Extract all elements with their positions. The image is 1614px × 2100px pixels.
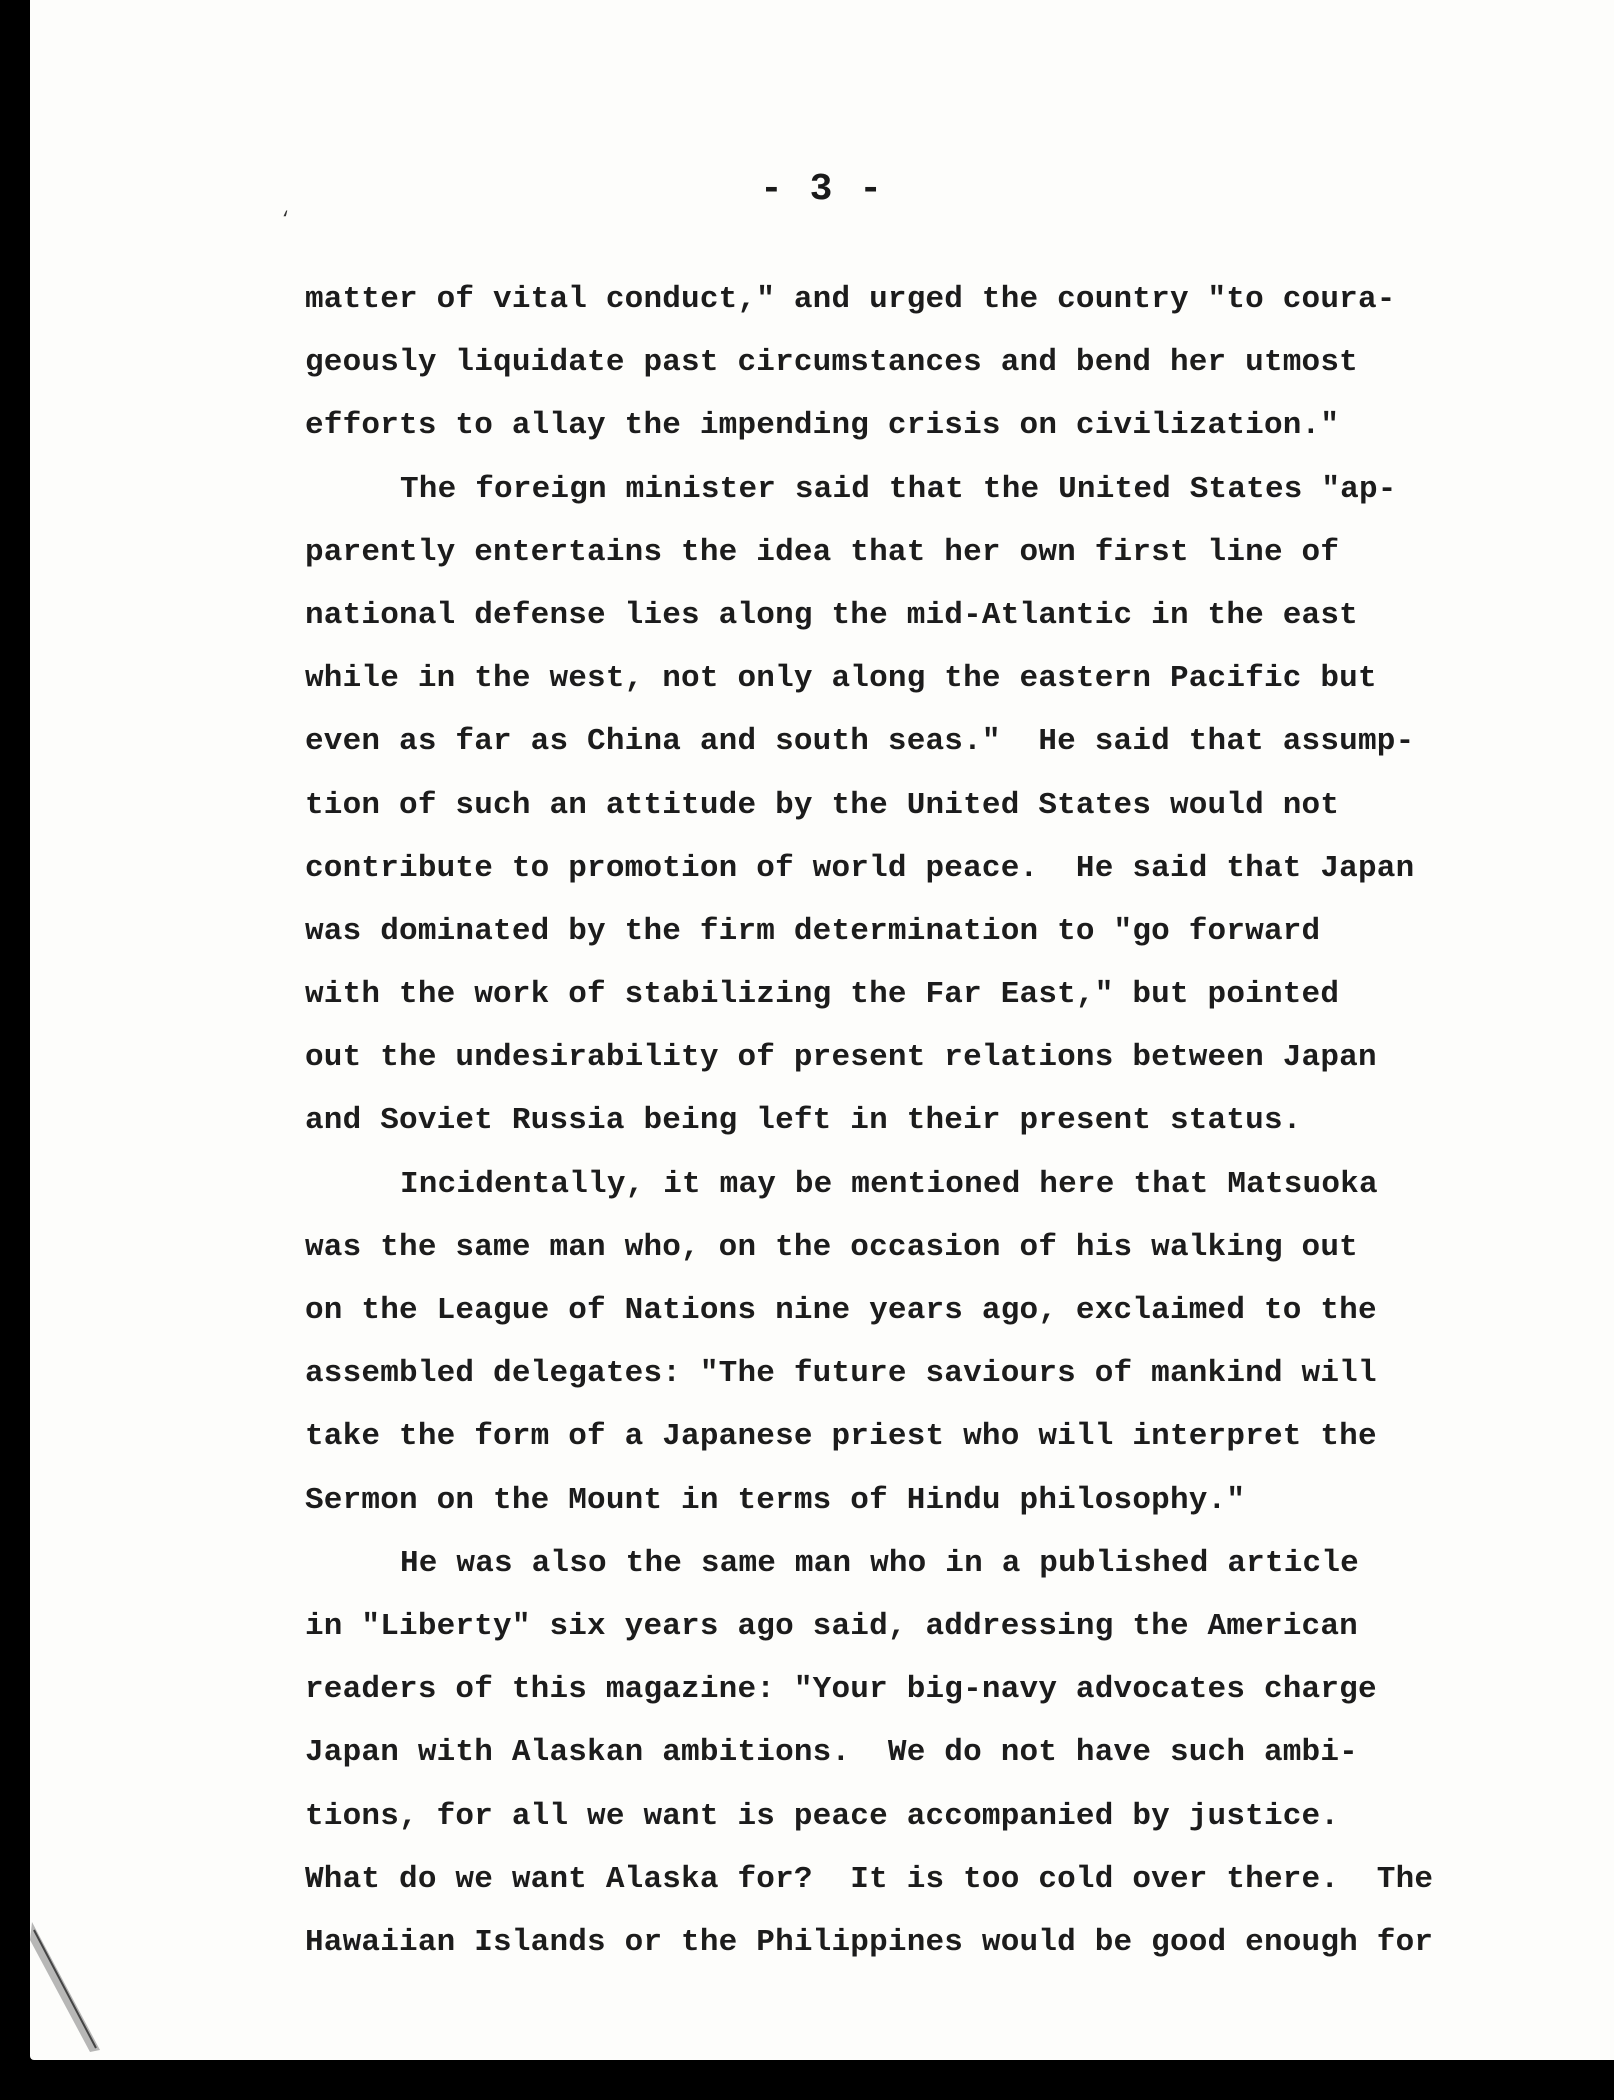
paragraph-start-line: He was also the same man who in a published article xyxy=(400,1545,1359,1581)
document-page xyxy=(30,0,1614,2060)
text-line: readers of this magazine: "Your big-navy advocates charge xyxy=(305,1672,1377,1708)
text-line: assembled delegates: "The future saviours of mankind will xyxy=(305,1356,1377,1392)
text-line: with the work of stabilizing the Far East," but pointed xyxy=(305,977,1340,1013)
page-number: - 3 - xyxy=(759,168,885,211)
text-line: out the undesirability of present relations between Japan xyxy=(305,1040,1377,1076)
text-line: tions, for all we want is peace accompanied by justice. xyxy=(305,1798,1340,1834)
text-line: What do we want Alaska for? It is too cold over there. The xyxy=(305,1861,1434,1897)
scan-edge-artifact xyxy=(30,1920,150,2060)
text-line: parently entertains the idea that her own first line of xyxy=(305,534,1340,570)
text-line: on the League of Nations nine years ago, exclaimed to the xyxy=(305,1293,1377,1328)
stray-ink-mark: ‘ xyxy=(280,210,291,230)
text-line: geously liquidate past circumstances and bend her utmost xyxy=(305,345,1358,381)
text-line: national defense lies along the mid-Atlantic in the east xyxy=(305,597,1358,633)
text-line: Japan with Alaskan ambitions. We do not have such ambi- xyxy=(305,1735,1358,1771)
text-line: was the same man who, on the occasion of his walking out xyxy=(305,1229,1358,1265)
text-line: while in the west, not only along the eastern Pacific but xyxy=(305,661,1377,697)
text-line: was dominated by the firm determination to "go forward xyxy=(305,913,1321,949)
text-line: efforts to allay the impending crisis on civilization." xyxy=(305,408,1340,444)
text-line: take the form of a Japanese priest who will interpret the xyxy=(305,1419,1377,1455)
body-text xyxy=(305,268,1495,1974)
text-line: tion of such an attitude by the United States would not xyxy=(305,787,1340,823)
text-line: matter of vital conduct," and urged the country "to coura- xyxy=(305,282,1396,317)
text-line: Sermon on the Mount in terms of Hindu philosophy." xyxy=(305,1482,1246,1518)
paragraph-start-line: Incidentally, it may be mentioned here that Matsuoka xyxy=(400,1166,1378,1202)
text-line: and Soviet Russia being left in their present status. xyxy=(305,1103,1302,1139)
text-line: in "Liberty" six years ago said, addressing the American xyxy=(305,1608,1358,1644)
text-line: Hawaiian Islands or the Philippines would be good enough for xyxy=(305,1924,1434,1960)
paragraph-start-line: The foreign minister said that the United States "ap- xyxy=(400,471,1397,507)
text-line: even as far as China and south seas." He said that assump- xyxy=(305,724,1415,760)
text-line: contribute to promotion of world peace. He said that Japan xyxy=(305,850,1415,886)
